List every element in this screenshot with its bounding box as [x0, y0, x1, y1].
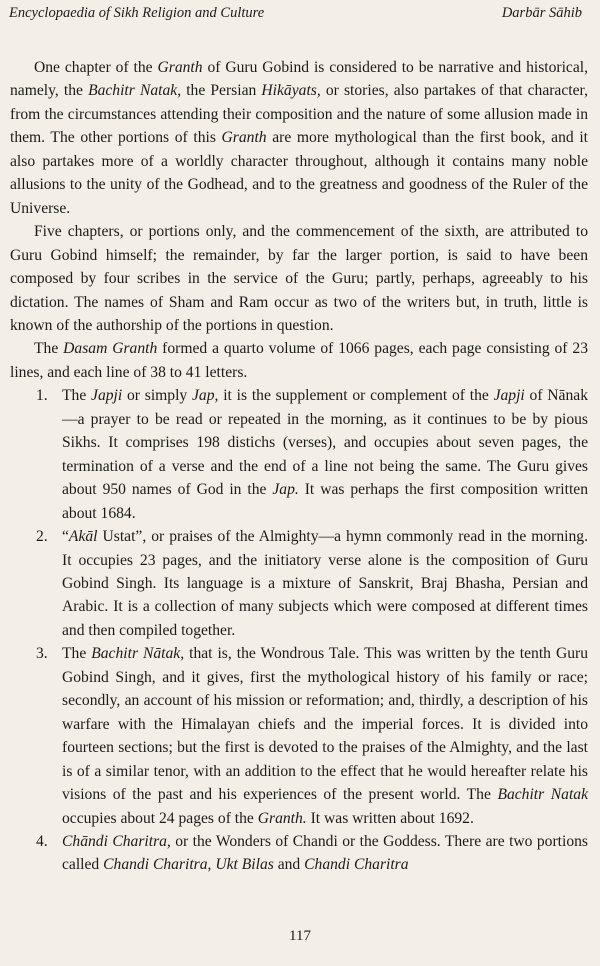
italic-text: Akāl	[68, 528, 98, 546]
italic-text: Bachitr Natak,	[88, 82, 182, 100]
text-run: that is, the Wondrous Tale. This was written by the tenth Guru Gobind Singh, and it gives, first the mythological history of his family or race; secondly, an account of his mission or reformation; and, thirdly, a description of his warfare with the Himalayan chiefs and the imperial forces. It is divided into fourteen sections; but the first is devoted to the praises of the Almighty, and the last is of a similar tenor, with an addition to the effect that he would hereafter relate his visions of the past and his experiences of the present world. The	[62, 645, 588, 804]
list-item-text	[62, 645, 588, 826]
paragraph	[10, 337, 588, 384]
list-number: 2.	[36, 528, 48, 546]
italic-text: Jap,	[192, 387, 219, 405]
text-run: “	[62, 528, 69, 546]
italic-text: Hikāyats,	[261, 82, 321, 100]
text-run: Ustat”, or praises of the Almighty—a hymn commonly read in the morning. It occupies 23 pages, and the initiatory verse alone is the composition of Guru Gobind Singh. Its language is a mixture of Sanskrit, Braj Bhasha, Persian and Arabic. It is a collection of many subjects which were composed at different times and then compiled together.	[62, 528, 588, 639]
text-run: or the Wonders of Chandi or the Goddess. There are two portions called	[62, 832, 588, 874]
text-run: or stories, also partakes of that character, from the circumstances attending their composition and the nature of some allusion made in them. The other portions of this	[10, 82, 588, 147]
italic-text: Bachitr Natak	[497, 786, 588, 804]
page-number: 117	[289, 928, 311, 944]
italic-text: Jap.	[272, 481, 299, 499]
list-item	[10, 525, 588, 642]
list-number: 1.	[36, 387, 48, 405]
italic-text: Japji	[91, 387, 123, 405]
italic-text: Chandi Charitra	[304, 856, 409, 874]
text-run: and	[273, 856, 305, 874]
text-run: of Guru Gobind is considered to be narrative and historical, namely, the	[10, 59, 588, 100]
text-run: The	[62, 387, 92, 405]
text-run: Five chapters, or portions only, and the commencement of the sixth, are attributed to Guru Gobind himself; the remainder, by far the larger portion, is said to have been composed by four scribes in the service of the Guru; partly, perhaps, agreeably to his dictation. The names of Sham and Ram occur as two of the writers but, in truth, little is known of the authorship of the portions in question.	[10, 223, 588, 334]
list-item-text	[62, 833, 588, 873]
list-item	[10, 384, 588, 525]
text-run: formed a quarto volume of 1066 pages, each page consisting of 23 lines, and each line of 38 to 41 letters.	[10, 340, 588, 381]
list-number: 3.	[36, 645, 48, 663]
text-run: The	[62, 645, 92, 663]
text-run: or simply	[122, 387, 193, 405]
text-run: of Nānak—a prayer to be read or repeated in the morning, as it continues to be by pious Sikhs. It comprises 198 distichs (verses), and occupies about seven pages, the termination of a verse and the end of a line not being the same. The Guru gives about 950 names of God in the	[62, 387, 588, 499]
list-item-text	[62, 387, 588, 521]
italic-text: Granth	[221, 129, 267, 147]
italic-text: Granth.	[257, 809, 307, 827]
italic-text: Granth	[157, 59, 203, 76]
italic-text: Japji	[493, 387, 525, 405]
header-book-title: Encyclopaedia of Sikh Religion and Culture	[9, 5, 265, 21]
italic-text: Chāndi Charitra,	[62, 832, 171, 850]
text-run: it is the supplement or complement of the	[218, 387, 494, 405]
list-number: 4.	[36, 832, 48, 850]
text-run: occupies about 24 pages of the	[62, 809, 258, 827]
header-section-title: Darbār Sāhib	[501, 5, 582, 21]
text-run: It was perhaps the first composition written about 1684.	[62, 481, 589, 522]
list-item	[10, 830, 588, 877]
italic-text: Chandi Charitra, Ukt Bilas	[103, 856, 274, 874]
text-run: are more mythological than the first book, and it also partakes more of a worldly character throughout, although it contains many noble allusions to the unity of the Godhead, and to the greatness and goodness of the Ruler of the Universe.	[10, 129, 588, 217]
text-run: It was written about 1692.	[306, 809, 474, 827]
paragraph	[10, 220, 588, 337]
italic-text: Dasam Granth	[63, 340, 158, 358]
text-run: the Persian	[181, 82, 262, 100]
numbered-list	[10, 384, 588, 877]
italic-text: Bachitr Nātak,	[91, 645, 185, 663]
list-item	[10, 642, 588, 830]
list-item-text	[62, 528, 588, 639]
text-run: One chapter of the	[34, 59, 158, 76]
paragraph	[10, 56, 588, 220]
text-run: The	[34, 340, 64, 358]
body-text	[10, 56, 588, 877]
